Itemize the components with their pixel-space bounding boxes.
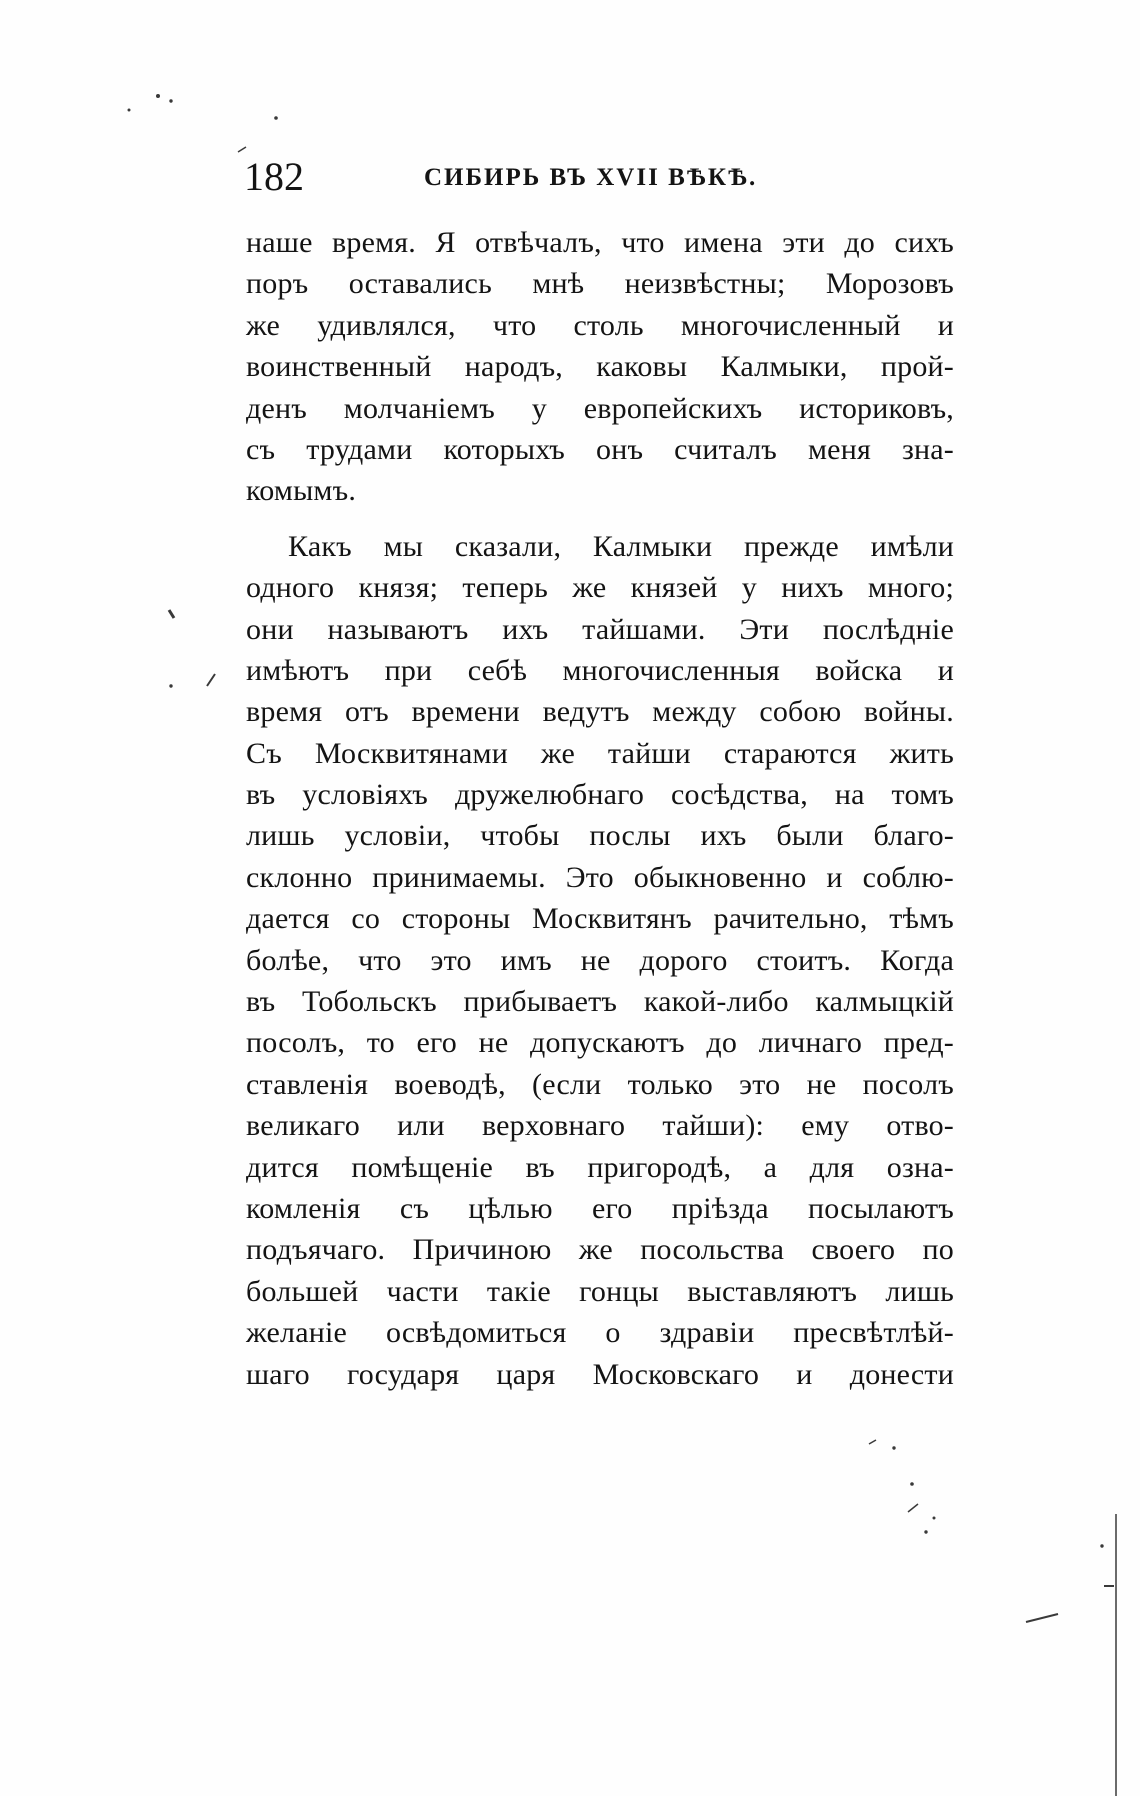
text-line: же удивлялся, что столь многочисленный и (246, 308, 954, 342)
page-number: 182 (244, 154, 304, 199)
text-line: съ трудами которыхъ онъ считалъ меня зна- (246, 432, 954, 466)
text-line: комленія съ цѣлью его пріѣзда посылаютъ (246, 1191, 954, 1225)
text-line: въ условіяхъ дружелюбнаго сосѣдства, на томъ (246, 778, 954, 812)
paragraph-gap (246, 512, 954, 526)
text-line: имѣютъ при себѣ многочисленныя войска и (246, 653, 954, 687)
text-line: дится помѣщеніе въ пригородѣ, а для озна- (246, 1150, 954, 1184)
text-line: посолъ, то его не допускаютъ до личнаго пред- (246, 1026, 954, 1060)
running-head: СИБИРЬ ВЪ XVII ВѢКѢ. (424, 164, 758, 191)
text-line: воинственный народъ, каковы Калмыки, прой- (246, 350, 954, 384)
text-line: Съ Москвитянами же тайши стараются жить (246, 736, 954, 770)
text-line: въ Тобольскъ прибываетъ какой-либо калмыцкій (246, 985, 954, 1019)
text-line: комымъ. (246, 474, 357, 508)
text-line: денъ молчаніемъ у европейскихъ историковъ, (246, 391, 954, 425)
text-line: одного князя; теперь же князей у нихъ много; (246, 571, 954, 605)
text-line: великаго или верховнаго тайши): ему отво- (246, 1109, 954, 1143)
text-line: Какъ мы сказали, Калмыки прежде имѣли (288, 529, 954, 563)
text-line: склонно принимаемы. Это обыкновенно и соблю- (246, 860, 954, 894)
text-line: дается со стороны Москвитянъ рачительно, тѣмъ (246, 902, 954, 936)
paragraph-2 (246, 526, 954, 1395)
text-line: наше время. Я отвѣчалъ, что имена эти до сихъ (246, 226, 954, 259)
text-line: большей части такіе гонцы выставляютъ лишь (246, 1274, 954, 1308)
text-line: болѣе, что это имъ не дорого стоитъ. Когда (246, 943, 954, 977)
page-header (244, 152, 964, 202)
text-line: подъячаго. Причиною же посольства своего по (246, 1233, 954, 1267)
text-line: лишь условіи, чтобы послы ихъ были благо- (246, 819, 954, 853)
paragraph-1 (246, 222, 954, 512)
text-line: желаніе освѣдомиться о здравіи пресвѣтлѣй- (246, 1316, 954, 1350)
text-line: время отъ времени ведутъ между собою войны. (246, 695, 954, 729)
text-line: они называютъ ихъ тайшами. Эти послѣдніе (246, 612, 954, 646)
body-text (246, 222, 954, 1395)
text-line: поръ оставались мнѣ неизвѣстны; Морозовъ (246, 267, 954, 301)
text-line: ставленія воеводѣ, (если только это не посолъ (246, 1067, 954, 1101)
text-line: шаго государя царя Московскаго и донести (246, 1357, 954, 1391)
